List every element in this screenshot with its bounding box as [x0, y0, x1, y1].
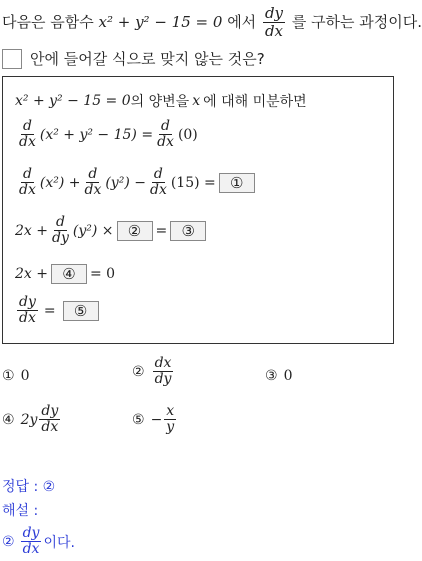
choice-3[interactable] — [265, 368, 292, 384]
explanation-suffix: 이다. — [43, 534, 75, 551]
d-dx-fraction: $\frac{d}{dx}$ — [19, 166, 36, 198]
dy-dx-fraction: $\frac{dy}{dx}$ — [19, 294, 36, 326]
d-dx-fraction: $\frac{d}{dx}$ — [84, 166, 102, 198]
answer-text: 정답 : ② — [2, 479, 56, 495]
explanation-text — [2, 526, 75, 557]
blank-2: ② — [117, 221, 153, 241]
choice-number: ④ — [2, 411, 15, 428]
expression: (15) = — [170, 174, 216, 191]
frac-denominator: dx — [264, 21, 284, 40]
derivation-line-1 — [15, 91, 307, 111]
derivation-box — [2, 76, 394, 344]
choice-number: ② — [132, 363, 145, 380]
subquestion-text: 안에 들어갈 식으로 맞지 않는 것은? — [30, 50, 265, 68]
choice-2[interactable] — [132, 356, 175, 387]
choice-fraction: $\frac{x}{y}$ — [166, 403, 175, 435]
choice-number: ① — [2, 368, 15, 384]
expression: 2x + — [15, 222, 48, 239]
expression: (y²) − — [105, 174, 146, 191]
subquestion — [2, 48, 265, 69]
expression: (x² + y² − 15) = — [39, 126, 154, 143]
choice-value: 0 — [20, 368, 30, 384]
question-text — [2, 2, 422, 42]
choice-value: 0 — [283, 368, 293, 384]
choice-fraction: $\frac{dy}{dx}$ — [41, 403, 59, 435]
choice-prefix: 2y — [20, 411, 38, 428]
explanation-fraction: $\frac{dy}{dx}$ — [22, 525, 40, 557]
choice-4[interactable] — [2, 404, 62, 435]
choice-5[interactable] — [132, 404, 178, 435]
blank-4: ④ — [51, 264, 87, 284]
line-text: 에 대해 미분하면 — [203, 94, 307, 110]
equals-sign: = — [43, 302, 56, 319]
blank-3: ③ — [170, 221, 206, 241]
choice-number: ③ — [265, 368, 278, 384]
d-dx-fraction: $\frac{d}{dx}$ — [149, 166, 167, 198]
blank-1: ① — [219, 173, 255, 193]
question-fraction — [263, 3, 285, 40]
blank-box-icon — [2, 49, 22, 69]
equation-text: x² + y² − 15 = 0 — [15, 93, 131, 109]
question-equation: x² + y² − 15 = 0 — [98, 13, 223, 31]
derivation-line-5 — [15, 264, 115, 284]
choice-number: ⑤ — [132, 411, 145, 428]
variable-x: x — [192, 93, 201, 109]
expression: (y²) × — [72, 222, 114, 239]
explanation-label: 해설 : — [2, 503, 39, 519]
blank-5: ⑤ — [63, 301, 99, 321]
expression: (x²) + — [39, 174, 81, 191]
derivation-line-4 — [15, 215, 209, 246]
question-prefix: 다음은 음함수 — [2, 13, 94, 31]
expression: 2x + — [15, 266, 48, 282]
question-mid: 에서 — [227, 13, 257, 31]
question-suffix: 를 구하는 과정이다. — [291, 13, 422, 31]
d-dx-fraction: $\frac{d}{dx}$ — [19, 118, 36, 150]
expression: = 0 — [89, 266, 116, 282]
line-text: 의 양변을 — [130, 94, 190, 110]
derivation-line-2 — [15, 119, 198, 150]
choice-prefix: − — [150, 411, 163, 428]
choice-1[interactable] — [2, 368, 29, 384]
d-dx-fraction: $\frac{d}{dx}$ — [157, 118, 174, 150]
expression: (0) — [177, 126, 198, 143]
d-dy-fraction: $\frac{d}{dy}$ — [51, 214, 69, 246]
explanation-number: ② — [2, 533, 15, 550]
choice-fraction: $\frac{dx}{dy}$ — [154, 355, 172, 387]
equals-sign: = — [155, 222, 168, 239]
derivation-line-3 — [15, 167, 258, 198]
derivation-line-6 — [15, 295, 102, 326]
frac-numerator: dy — [264, 3, 284, 22]
